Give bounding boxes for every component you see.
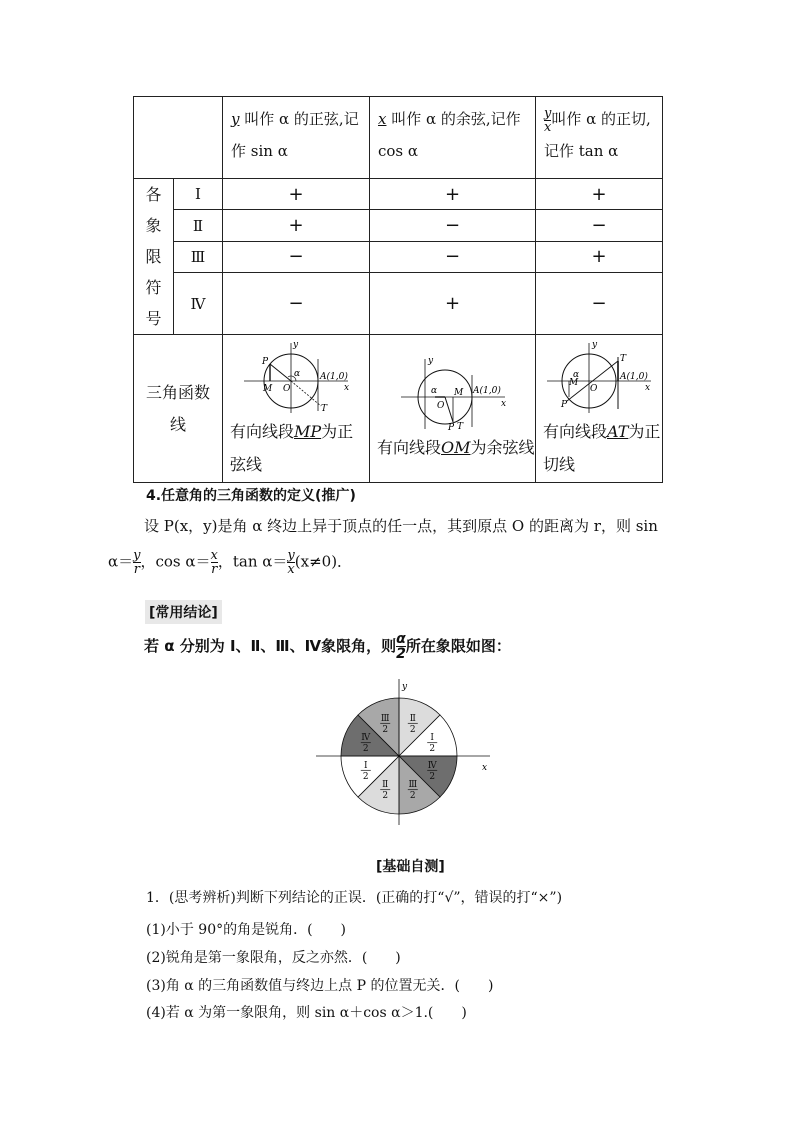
sign-cell: + bbox=[370, 273, 536, 335]
sign-cell: − bbox=[223, 273, 370, 335]
sign-row-2 bbox=[134, 210, 663, 241]
sign-cell: − bbox=[370, 241, 536, 272]
sector-label-denominator: 2 bbox=[362, 771, 369, 782]
sector-label-denominator: 2 bbox=[409, 724, 416, 735]
sine-caption: 有向线段MP为正弦线 bbox=[230, 421, 354, 474]
sector-label-denominator: 2 bbox=[429, 771, 436, 782]
sector-label-numerator: Ⅳ bbox=[361, 733, 371, 744]
quadrant-label: Ⅱ bbox=[174, 210, 223, 241]
sector-label-denominator: 2 bbox=[382, 791, 389, 802]
svg-text:M: M bbox=[263, 383, 273, 394]
question-item-3: (3)角 α 的三角函数值与终边上点 P 的位置无关．( ) bbox=[146, 978, 494, 994]
svg-text:T: T bbox=[620, 353, 627, 364]
sector-label-numerator: Ⅲ bbox=[380, 713, 390, 724]
svg-text:M: M bbox=[453, 388, 463, 398]
svg-text:α: α bbox=[294, 368, 301, 379]
svg-text:M: M bbox=[569, 377, 579, 388]
quadrant-label: Ⅳ bbox=[174, 273, 223, 335]
section-4-heading: 4.任意角的三角函数的定义(推广) bbox=[146, 488, 356, 504]
header-tan: $\frac{y}{x}$ 叫作 α 的正切,记作 tan α bbox=[536, 97, 663, 179]
sector-label-numerator: Ⅰ bbox=[364, 760, 368, 771]
sign-cell: + bbox=[223, 210, 370, 241]
quadrant-label: Ⅰ bbox=[174, 179, 223, 210]
svg-text:A(1,0): A(1,0) bbox=[320, 371, 348, 382]
question-item-1: (1)小于 90°的角是锐角．( ) bbox=[146, 922, 347, 938]
header-sin: y 叫作 α 的正弦,记作 sin α bbox=[223, 97, 370, 179]
sign-row-1 bbox=[134, 179, 663, 210]
question-item-2: (2)锐角是第一象限角，反之亦然．( ) bbox=[146, 950, 401, 966]
svg-text:P: P bbox=[262, 356, 269, 367]
svg-text:O: O bbox=[590, 383, 598, 394]
svg-text:x: x bbox=[645, 382, 651, 393]
quadrant-label: Ⅲ bbox=[174, 241, 223, 272]
svg-text:x: x bbox=[344, 382, 350, 393]
svg-text:P: P bbox=[561, 399, 568, 410]
svg-text:x: x bbox=[500, 399, 506, 409]
cosine-caption: 有向线段OM为余弦线 bbox=[377, 438, 535, 457]
header-empty bbox=[134, 97, 223, 179]
sign-row-4 bbox=[134, 273, 663, 335]
sign-cell: + bbox=[223, 179, 370, 210]
sector-label-numerator: Ⅱ bbox=[382, 780, 389, 791]
svg-text:T: T bbox=[456, 422, 463, 431]
x-axis-label: x bbox=[482, 763, 488, 773]
svg-text:A(1,0): A(1,0) bbox=[472, 386, 501, 396]
svg-text:A(1,0): A(1,0) bbox=[620, 371, 648, 382]
svg-text:T: T bbox=[321, 403, 328, 414]
svg-text:P: P bbox=[447, 423, 454, 431]
sector-label-numerator: Ⅱ bbox=[409, 713, 416, 724]
tangent-caption: 有向线段AT为正切线 bbox=[543, 421, 661, 474]
svg-text:α: α bbox=[573, 369, 580, 380]
sector-label-denominator: 2 bbox=[362, 744, 369, 755]
question-item-4: (4)若 α 为第一象限角，则 sin α＋cos α＞1.( ) bbox=[146, 1005, 467, 1021]
sign-cell: − bbox=[223, 241, 370, 272]
sign-cell: − bbox=[536, 210, 663, 241]
trig-line-row bbox=[134, 335, 663, 483]
half-angle-quadrant-chart bbox=[314, 677, 494, 827]
cosine-line-diagram bbox=[393, 355, 513, 431]
definition-line-2: α＝ $\frac{y}{r}$ ，cos α＝ $\frac{x}{r}$ ，tan α＝ $\frac{y}{x}$ (x≠0)． bbox=[108, 548, 353, 577]
tangent-line-diagram bbox=[539, 339, 659, 415]
sine-line-diagram bbox=[236, 339, 356, 415]
trig-line-label: 三角函数线 bbox=[134, 335, 223, 483]
sign-row-3 bbox=[134, 241, 663, 272]
tangent-line-cell bbox=[536, 335, 663, 483]
svg-text:α: α bbox=[430, 386, 437, 396]
sign-cell: − bbox=[536, 273, 663, 335]
sector-label-denominator: 2 bbox=[382, 724, 389, 735]
svg-text:y: y bbox=[293, 339, 299, 350]
definition-line-1: 设 P(x，y)是角 α 终边上异于顶点的任一点，其到原点 O 的距离为 r，则 sin bbox=[144, 517, 658, 535]
svg-text:y: y bbox=[427, 356, 433, 366]
sign-cell: + bbox=[536, 241, 663, 272]
common-conclusion-line: 若 α 分别为 Ⅰ、Ⅱ、Ⅲ、Ⅳ象限角，则 $\frac{\alpha}{2}$ 所在象限如图： bbox=[144, 631, 511, 662]
common-conclusion-badge: [常用结论] bbox=[145, 600, 222, 624]
sector-label-numerator: Ⅲ bbox=[408, 780, 418, 791]
header-cos: x 叫作 α 的余弦,记作 cos α bbox=[370, 97, 536, 179]
sign-cell: − bbox=[370, 210, 536, 241]
self-test-title: [基础自测] bbox=[376, 859, 445, 875]
sector-label-denominator: 2 bbox=[429, 744, 436, 755]
y-axis-label: y bbox=[402, 682, 408, 692]
sign-cell: + bbox=[536, 179, 663, 210]
svg-text:O: O bbox=[283, 383, 291, 394]
sign-cell: + bbox=[370, 179, 536, 210]
sign-label: 各 象 限 符 号 bbox=[134, 179, 174, 335]
sector-label-denominator: 2 bbox=[409, 791, 416, 802]
trig-table bbox=[133, 96, 663, 483]
sector-label-numerator: Ⅳ bbox=[427, 760, 437, 771]
sector-label-numerator: Ⅰ bbox=[430, 733, 434, 744]
sine-line-cell bbox=[223, 335, 370, 483]
question-1: 1．(思考辨析)判断下列结论的正误．(正确的打“√”，错误的打“×”) bbox=[146, 890, 563, 906]
tan-fraction: $\frac{y}{x}$ bbox=[544, 105, 552, 135]
cosine-line-cell bbox=[370, 335, 536, 483]
svg-text:y: y bbox=[592, 339, 598, 350]
table-header-row bbox=[134, 97, 663, 179]
svg-text:O: O bbox=[436, 401, 444, 411]
